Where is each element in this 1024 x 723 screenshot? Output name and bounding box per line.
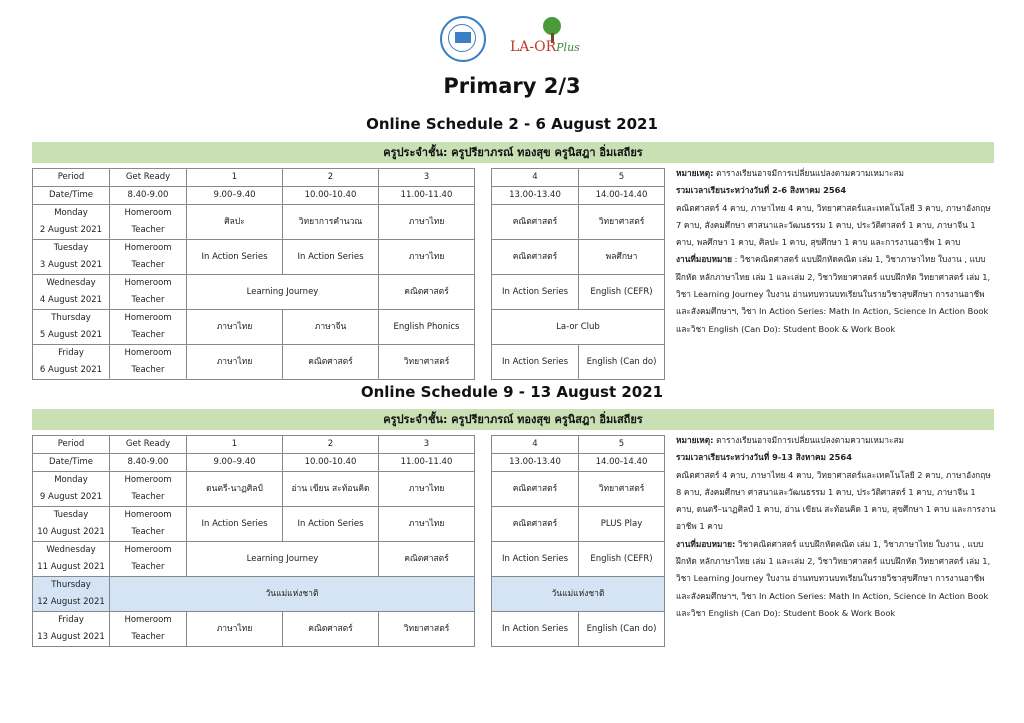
notes-panel: หมายเหตุ: ตารางเรียนอาจมีการเปลี่ยนแปลงตามความเหมาะสม รวมเวลาเรียนระหว่างวันที่ 9-13 สิงหาคม 2564 คณิตศาสตร์ 4 คาบ, ภาษาไทย 4 คาบ, วิทยาศาสตร์และเทคโนโลยี 2 คาบ, ภาษาอังกฤษ 8 คาบ, สังคมศึกษา ศาสนาและวัฒนธรรม 1 คาบ, ประวัติศาสตร์ 1 คาบ, ภาษาจีน 1 คาบ, ดนตรี–นาฏศิลป์ 1 คาบ, อ่าน เขียน สะท้อนคิด 1 คาบ, สุขศึกษา 1 คาบ และการงานอาชีพ 1 คาบ งานที่มอบหมาย: วิชาคณิตศาสตร์ แบบฝึกหัดคณิต เล่ม 1, วิชาภาษาไทย ใบงาน , แบบฝึกหัด หลักภาษาไทย เล่ม 1 และเล่ม 2, วิชาวิทยาศาสตร์ แบบฝึกหัด วิทยาศาสตร์ เล่ม 1, วิชา Learning Journey ใบงาน อ่านทบทวนบทเรียนในรายวิชาสุขศึกษา การงานอาชีพ และสังคมศึกษาฯ, วิชา In Action Series: Math In Action, Science In Action Book และวิชา English (Can Do): Student Book & Work Book xyxy=(676,435,996,618)
table-row: Monday 9 August 2021 Homeroom Teacher ดนตรี-นาฏศิลป์ อ่าน เขียน สะท้อนคิด ภาษาไทย คณิตศาสตร์ วิทยาศาสตร์ xyxy=(33,472,665,507)
header-row: Period Get Ready 1 2 3 4 5 xyxy=(33,436,665,454)
teacher-band: ครูประจำชั้น: ครูปรียาภรณ์ ทองสุข ครูนิสฎา อิ่มเสถียร xyxy=(32,142,994,163)
day-cell: Wednesday 4 August 2021 xyxy=(33,275,110,310)
day-cell: Thursday 12 August 2021 xyxy=(33,577,110,612)
table-row-holiday xyxy=(33,577,665,612)
holiday-cell: วันแม่แห่งชาติ xyxy=(492,577,665,612)
table-row: Thursday 5 August 2021 Homeroom Teacher ภาษาไทย ภาษาจีน English Phonics La-or Club xyxy=(33,310,665,345)
table-row: Tuesday 3 August 2021 Homeroom Teacher In Action Series In Action Series ภาษาไทย คณิตศาสตร์ พลศึกษา xyxy=(33,240,665,275)
schedule-table xyxy=(32,168,665,380)
holiday-cell: วันแม่แห่งชาติ xyxy=(110,577,475,612)
table-row: Monday 2 August 2021 Homeroom Teacher ศิลปะ วิทยาการคำนวณ ภาษาไทย คณิตศาสตร์ วิทยาศาสตร์ xyxy=(33,205,665,240)
time-row: Date/Time 8.40-9.00 9.00–9.40 10.00-10.40 11.00-11.40 13.00-13.40 14.00-14.40 xyxy=(33,187,665,205)
schedule-heading: Online Schedule 9 - 13 August 2021 xyxy=(360,383,664,401)
header-logos xyxy=(440,14,590,64)
day-cell: Tuesday 10 August 2021 xyxy=(33,507,110,542)
notes-panel: หมายเหตุ: ตารางเรียนอาจมีการเปลี่ยนแปลงตามความเหมาะสม รวมเวลาเรียนระหว่างวันที่ 2-6 สิงหาคม 2564 คณิตศาสตร์ 4 คาบ, ภาษาไทย 4 คาบ, วิทยาศาสตร์และเทคโนโลยี 3 คาบ, ภาษาอังกฤษ 7 คาบ, สังคมศึกษา ศาสนาและวัฒนธรรม 1 คาบ, ประวัติศาสตร์ 1 คาบ, ภาษาจีน 1 คาบ, พลศึกษา 1 คาบ, ศิลปะ 1 คาบ, สุขศึกษา 1 คาบ และการงานอาชีพ 1 คาบ งานที่มอบหมาย : วิชาคณิตศาสตร์ แบบฝึกหัดคณิต เล่ม 1, วิชาภาษาไทย ใบงาน , แบบฝึกหัด หลักภาษาไทย เล่ม 1 และเล่ม 2, วิชาวิทยาศาสตร์ แบบฝึกหัด วิทยาศาสตร์ เล่ม 1, วิชา Learning Journey ใบงาน อ่านทบทวนบทเรียนในรายวิชาสุขศึกษา การงานอาชีพ และสังคมศึกษาฯ, วิชา In Action Series: Math In Action, Science In Action Book และวิชา English (Can Do): Student Book & Work Book xyxy=(676,168,991,334)
table-row: Wednesday 4 August 2021 Homeroom Teacher Learning Journey คณิตศาสตร์ In Action Series English (CEFR) xyxy=(33,275,665,310)
header-row: Period Get Ready 1 2 3 4 5 xyxy=(33,169,665,187)
day-cell: Monday 2 August 2021 xyxy=(33,205,110,240)
day-cell: Friday 6 August 2021 xyxy=(33,345,110,380)
table-row: Tuesday 10 August 2021 Homeroom Teacher In Action Series In Action Series ภาษาไทย คณิตศาสตร์ PLUS Play xyxy=(33,507,665,542)
day-cell: Thursday 5 August 2021 xyxy=(33,310,110,345)
table-row: Wednesday 11 August 2021 Homeroom Teacher Learning Journey คณิตศาสตร์ In Action Series English (CEFR) xyxy=(33,542,665,577)
teacher-band: ครูประจำชั้น: ครูปรียาภรณ์ ทองสุข ครูนิสฎา อิ่มเสถียร xyxy=(32,409,994,430)
laor-plus-logo: LA-ORPlus xyxy=(510,19,590,59)
day-cell: Monday 9 August 2021 xyxy=(33,472,110,507)
time-row: Date/Time 8.40-9.00 9.00–9.40 10.00-10.40 11.00-11.40 13.00-13.40 14.00-14.40 xyxy=(33,454,665,472)
day-cell: Tuesday 3 August 2021 xyxy=(33,240,110,275)
school-seal-logo xyxy=(440,16,486,62)
day-cell: Wednesday 11 August 2021 xyxy=(33,542,110,577)
page-title: Primary 2/3 xyxy=(443,74,581,98)
day-cell: Friday 13 August 2021 xyxy=(33,612,110,647)
table-row: Friday 6 August 2021 Homeroom Teacher ภาษาไทย คณิตศาสตร์ วิทยาศาสตร์ In Action Series English (Can do) xyxy=(33,345,665,380)
schedule-heading: Online Schedule 2 - 6 August 2021 xyxy=(366,115,658,133)
schedule-table xyxy=(32,435,665,647)
building-icon xyxy=(455,32,471,43)
table-row: Friday 13 August 2021 Homeroom Teacher ภาษาไทย คณิตศาสตร์ วิทยาศาสตร์ In Action Series English (Can do) xyxy=(33,612,665,647)
